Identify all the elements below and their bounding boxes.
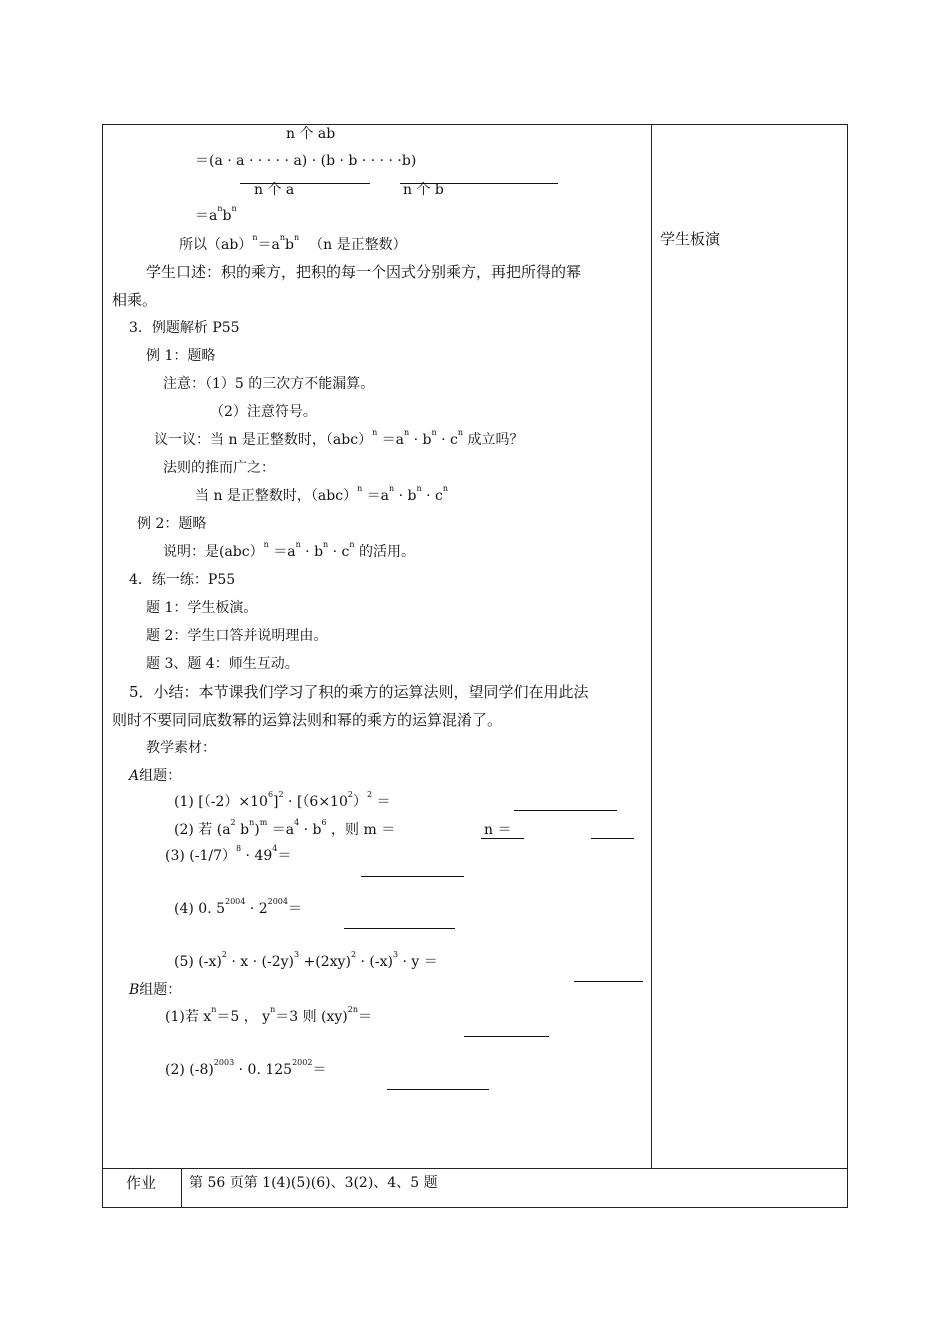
exercise-b2: (2) $(-8)^{2003} \cdot 0$. $125^{2002}=$: [165, 1058, 327, 1078]
homework-label: 作业: [126, 1174, 157, 1192]
section-4: 4．练一练：P55: [129, 572, 236, 588]
a4-text: (4) 0. 5: [174, 901, 225, 917]
discuss-tail: 成立吗？: [467, 432, 524, 448]
practice-3-4: 题 3、题 4：师生互动。: [146, 656, 299, 672]
exercise-a2: (2) 若 ($a^2$ $b^n)^m =a^4 \cdot b^6$ ，则 m ＝: [174, 818, 396, 838]
example-2: 例 2：题略: [137, 516, 207, 532]
conclusion-pre: 所以（ab）: [179, 237, 253, 253]
answer-blank-a4[interactable]: [344, 928, 455, 929]
b1-text: (1)若 x: [165, 1009, 212, 1025]
result-base: ＝a: [195, 208, 218, 224]
rule-title: 法则的推而广之：: [163, 460, 275, 476]
group-a-letter: A: [129, 768, 140, 784]
group-b-rest: 组题：: [139, 982, 182, 998]
note-2: （2）注意符号。: [210, 404, 317, 420]
explain-pre: 说明：是(abc）: [163, 544, 264, 560]
answer-blank-a2-m[interactable]: [481, 838, 524, 839]
explain-line: 说明：是$(abc)^n =a^n \cdot b^n \cdot c^n$ 的活用。: [163, 540, 416, 560]
derivation-n-a: n 个 a: [254, 182, 295, 198]
group-a-rest: 组题：: [139, 768, 182, 784]
discuss-line: 议一议：当 n 是正整数时，$(abc)^n =a^n \cdot b^n \cdot c^n$ 成立吗？: [154, 428, 524, 448]
oral-line-1: 学生口述：积的乘方，把积的每一个因式分别乘方，再把所得的幂: [146, 263, 582, 281]
answer-blank-a1[interactable]: [514, 810, 617, 811]
exercise-a4: (4) 0. $5^{2004} \cdot 2^{2004}=$: [174, 897, 302, 917]
oral-line-2: 相乘。: [112, 291, 158, 309]
footer-divider: [102, 1168, 848, 1169]
a1-text: (1) [（-2）×10: [174, 794, 268, 810]
a5-text: (5) (-x): [174, 954, 222, 970]
discuss-pre: 议一议：当 n 是正整数时，（abc）: [154, 432, 373, 448]
answer-blank-b2[interactable]: [387, 1089, 489, 1090]
summary-line-1: 5．小结：本节课我们学习了积的乘方的运算法则，望同学们在用此法: [129, 683, 589, 701]
conclusion-b: b: [284, 237, 294, 253]
rule-pre: 当 n 是正整数时，（abc）: [195, 488, 358, 504]
practice-1: 题 1：学生板演。: [146, 600, 258, 616]
homework-content: 第 56 页第 1(4)(5)(6)、3(2)、4、5 题: [189, 1175, 438, 1191]
a3-text: (3) (-1/7）: [165, 848, 237, 864]
conclusion-eq: ＝a: [257, 237, 280, 253]
exercise-b1: (1)若 $x^n=5$ ， $y^n=3$ 则 (xy)$^{2n}$＝: [165, 1005, 373, 1025]
exercise-a1: (1) $[(-2)\times 10^6]^2 \cdot [(6\times 10^2)^2$ ＝: [174, 790, 391, 810]
answer-blank-a2-n[interactable]: [591, 838, 634, 839]
conclusion-exp: n: [252, 233, 258, 242]
answer-blank-a3[interactable]: [361, 876, 464, 877]
answer-blank-b1[interactable]: [464, 1036, 549, 1037]
result-exp1: n: [217, 204, 223, 213]
column-divider: [651, 124, 652, 1169]
example-1: 例 1：题略: [146, 348, 216, 364]
group-a-heading: [129, 766, 181, 786]
materials-heading: 教学素材：: [146, 740, 216, 756]
result-mid: b: [222, 208, 232, 224]
explain-tail: 的活用。: [359, 544, 416, 560]
practice-2: 题 2：学生口答并说明理由。: [146, 628, 328, 644]
derivation-conclusion: [179, 235, 407, 255]
derivation-n-ab: n 个 ab: [286, 126, 336, 142]
conclusion-exp2: n: [279, 233, 285, 242]
a2-text: (2) 若 (a: [174, 822, 231, 838]
conclusion-exp3: n: [293, 233, 300, 242]
derivation-n-b: n 个 b: [403, 182, 444, 198]
group-b-letter: B: [129, 982, 140, 998]
right-column-note: 学生板演: [660, 230, 721, 248]
summary-line-2: 则时不要同同底数幂的运算法则和幂的乘方的运算混淆了。: [112, 711, 503, 729]
exercise-a3: (3) $(-1/7)^8 \cdot 49^4=$: [165, 844, 292, 864]
derivation-result: [195, 206, 237, 226]
footer-label-divider: [181, 1168, 182, 1208]
exercise-a5: (5) $(-x)^2 \cdot x \cdot (-2y)^3 +(2xy)^2 \cdot (-x)^3 \cdot y$ ＝: [174, 950, 438, 970]
exercise-a2-n: n ＝: [484, 822, 512, 838]
note-1: 注意：（1）5 的三次方不能漏算。: [163, 376, 375, 392]
result-exp2: n: [231, 204, 237, 213]
group-b-heading: [129, 980, 181, 1000]
rule-line: 当 n 是正整数时，$(abc)^n =a^n \cdot b^n \cdot c^n$: [195, 484, 449, 504]
derivation-expand: ＝(a · a · · · · · a) · (b · b · · · · ·b): [195, 153, 417, 169]
b2-text: (2) (-8): [165, 1062, 214, 1078]
conclusion-note: （n 是正整数）: [309, 237, 407, 253]
answer-blank-a5[interactable]: [574, 981, 643, 982]
section-3: 3．例题解析 P55: [129, 320, 240, 336]
